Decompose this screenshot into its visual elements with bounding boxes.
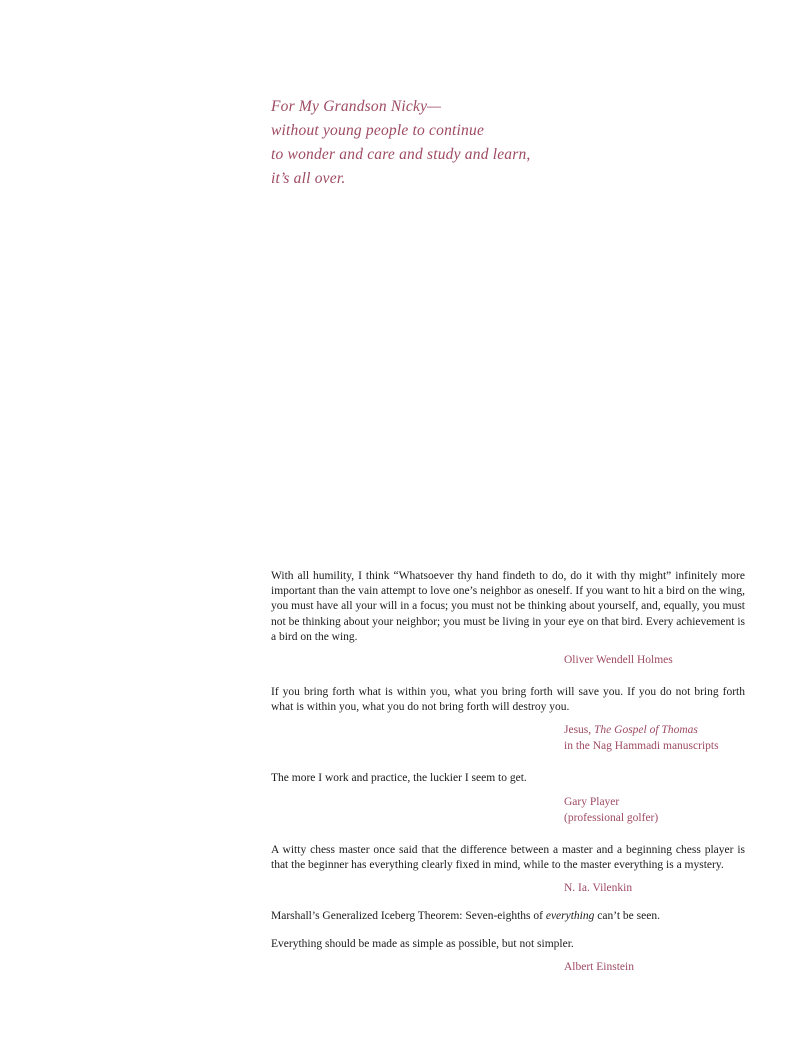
attribution-source: in the Nag Hammadi manuscripts [564,740,719,753]
attribution-name: Gary Player [564,795,620,808]
dedication [271,95,691,191]
attribution-einstein [564,959,745,975]
dedication-line: it’s all over. [271,170,346,187]
quote-einstein: Everything should be made as simple as possible, but not simpler. [271,938,574,951]
attribution-vilenkin [564,880,745,896]
dedication-line: without young people to continue [271,122,485,139]
attribution-line [564,722,745,738]
quote-iceberg [271,909,745,924]
attribution-name: N. Ia. Vilenkin [564,882,633,895]
attribution-name: Oliver Wendell Holmes [564,654,673,667]
attribution-name: Jesus, [564,724,592,737]
attribution-note: (professional golfer) [564,811,659,824]
attribution-holmes [564,652,745,668]
quote-iceberg-after: can’t be seen. [597,910,660,923]
quote-iceberg-before: Marshall’s Generalized Iceberg Theorem: Seven-eighths of [271,910,543,923]
quote-holmes: With all humility, I think “Whatsoever thy hand findeth to do, do it with thy might” infinitely more important than the vain attempt to love one’s neighbor as oneself. If you want to hit a bird on the wing, you must have all your will in a focus; you must not be thinking about yourself, and, equally, you must not be thinking about your neighbor; you must be living in your eye on that bird. Every achievement is a bird on the wing. [271,570,745,643]
attribution-work: The Gospel of Thomas [594,724,698,737]
attribution-name: Albert Einstein [564,961,634,974]
quote-player: The more I work and practice, the luckier I seem to get. [271,772,527,785]
epigraphs [271,569,745,975]
quote-iceberg-emphasis: everything [545,910,595,923]
dedication-line: to wonder and care and study and learn, [271,146,531,163]
quote-jesus: If you bring forth what is within you, what you bring forth will save you. If you do not bring forth what is within you, what you do not bring forth will destroy you. [271,686,745,714]
attribution-jesus [564,722,745,754]
attribution-player [564,794,745,826]
quote-vilenkin: A witty chess master once said that the difference between a master and a beginning chess player is that the beginner has everything clearly fixed in mind, while to the master everything is a mystery. [271,843,745,871]
dedication-line: For My Grandson Nicky— [271,98,442,115]
